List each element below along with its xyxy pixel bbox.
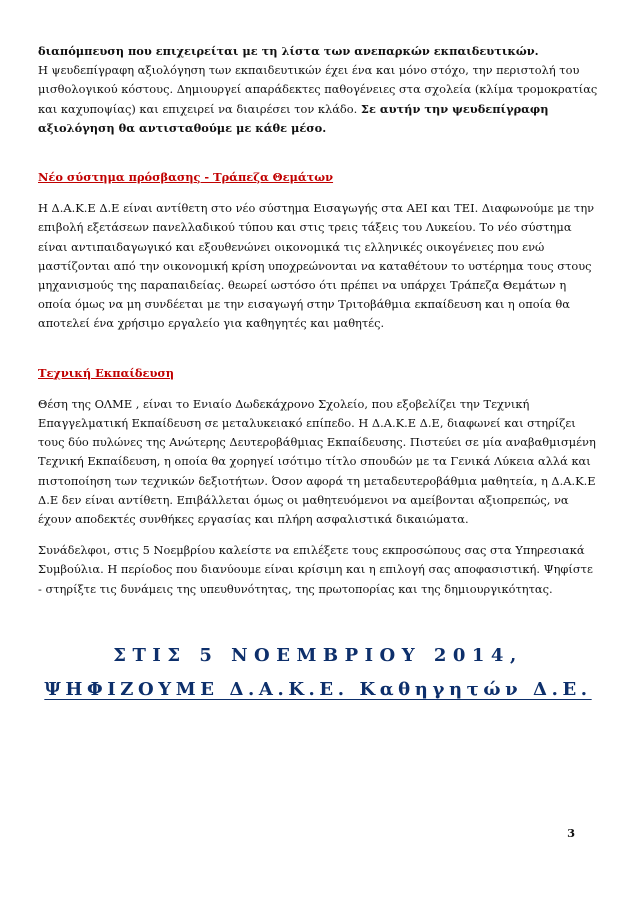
document-page: [38, 42, 598, 703]
footer-vote-line: ΨΗΦΙΖΟΥΜΕ Δ.Α.Κ.Ε. Καθηγητών Δ.Ε.: [44, 678, 592, 700]
intro-bold-end: Σε αυτήν την ψευδεπίγραφη αξιολόγηση θα αντισταθούμε με κάθε μέσο.: [38, 101, 549, 135]
closing-paragraph: Συνάδελφοι, στις 5 Νοεμβρίου καλείστε να επιλέξετε τους εκπροσώπους σας στα Υπηρεσιακά Συμβούλια. Η περίοδος που διανύουμε είναι κρίσιμη και η επιλογή σας αποφασιστική. Ψηφίστε - στηρίξτε τις δυνάμεις της υπευθυνότητας, της πρωτοπορίας και της δημιουργικότητας.: [38, 543, 593, 596]
section-heading-technical-education: Τεχνική Εκπαίδευση: [38, 365, 175, 380]
section-paragraph-access-system: Η Δ.Α.Κ.Ε Δ.Ε είναι αντίθετη στο νέο σύστημα Εισαγωγής στα ΑΕΙ και ΤΕΙ. Διαφωνούμε με την επιβολή εξετάσεων πανελλαδικού τύπου και στις τρεις τάξεις του Λυκείου. Το νέο σύστημα είναι αντιπαιδαγωγικό και εξουθενώνει οικονομικά τις ελληνικές οικογένειες που ενώ μαστίζονται από την οικονομική κρίση υποχρεώνονται να καταθέτουν το υστέρημα τους στους μηχανισμούς της παραπαιδείας. θεωρεί ωστόσο ότι πρέπει να υπάρχει Τράπεζα Θεμάτων η οποία όμως να μη συνδέεται με την εισαγωγή στην Τριτοβάθμια εκπαίδευση και η οποία θα αποτελεί ένα χρήσιμο εργαλείο για καθηγητές και μαθητές.: [38, 201, 595, 331]
section-paragraph-technical-education: Θέση της ΟΛΜΕ , είναι το Ενιαίο Δωδεκάχρονο Σχολείο, που εξοβελίζει την Τεχνική Επαγγελματική Εκπαίδευση σε μεταλυκειακό επίπεδο. Η Δ.Α.Κ.Ε Δ.Ε, διαφωνεί και στηρίζει τους δύο πυλώνες της Ανώτερης Δευτεροβάθμιας Εκπαίδευσης. Πιστεύει σε μία αναβαθμισμένη Τεχνική Εκπαίδευση, η οποία θα χορηγεί ισότιμο τίτλο σπουδών με τα Γενικά Λύκεια αλλά και πιστοποίηση των τεχνικών δεξιοτήτων. Όσον αφορά τη μεταδευτεροβάθμια μαθητεία, η Δ.Α.Κ.Ε Δ.Ε δεν είναι αντίθετη. Επιβάλλεται όμως οι μαθητευόμενοι να αμείβονται αξιοπρεπώς, να έχουν αποδεκτές συνθήκες εργασίας και πλήρη ασφαλιστικά δικαιώματα.: [38, 396, 596, 527]
footer-date-line: ΣΤΙΣ 5 ΝΟΕΜΒΡΙΟΥ 2014,: [113, 644, 523, 666]
intro-paragraph: [38, 42, 598, 138]
section-heading-access-system: Νέο σύστημα πρόσβασης - Τράπεζα Θεμάτων: [38, 170, 334, 185]
intro-bold-line: διαπόμπευση που επιχειρείται με τη λίστα των ανεπαρκών εκπαιδευτικών.: [38, 44, 539, 58]
intro-text: Η ψευδεπίγραφη αξιολόγηση των εκπαιδευτικών έχει ένα και μόνο στόχο, την περιστολή του μισθολογικού κόστους. Δημιουργεί απαράδεκτες παθογένειες στα σχολεία (κλίμα τρομοκρατίας και καχυποψίας) και επιχειρεί να διαιρέσει τον κλάδο.: [38, 63, 598, 116]
page-number: 3: [567, 826, 575, 840]
